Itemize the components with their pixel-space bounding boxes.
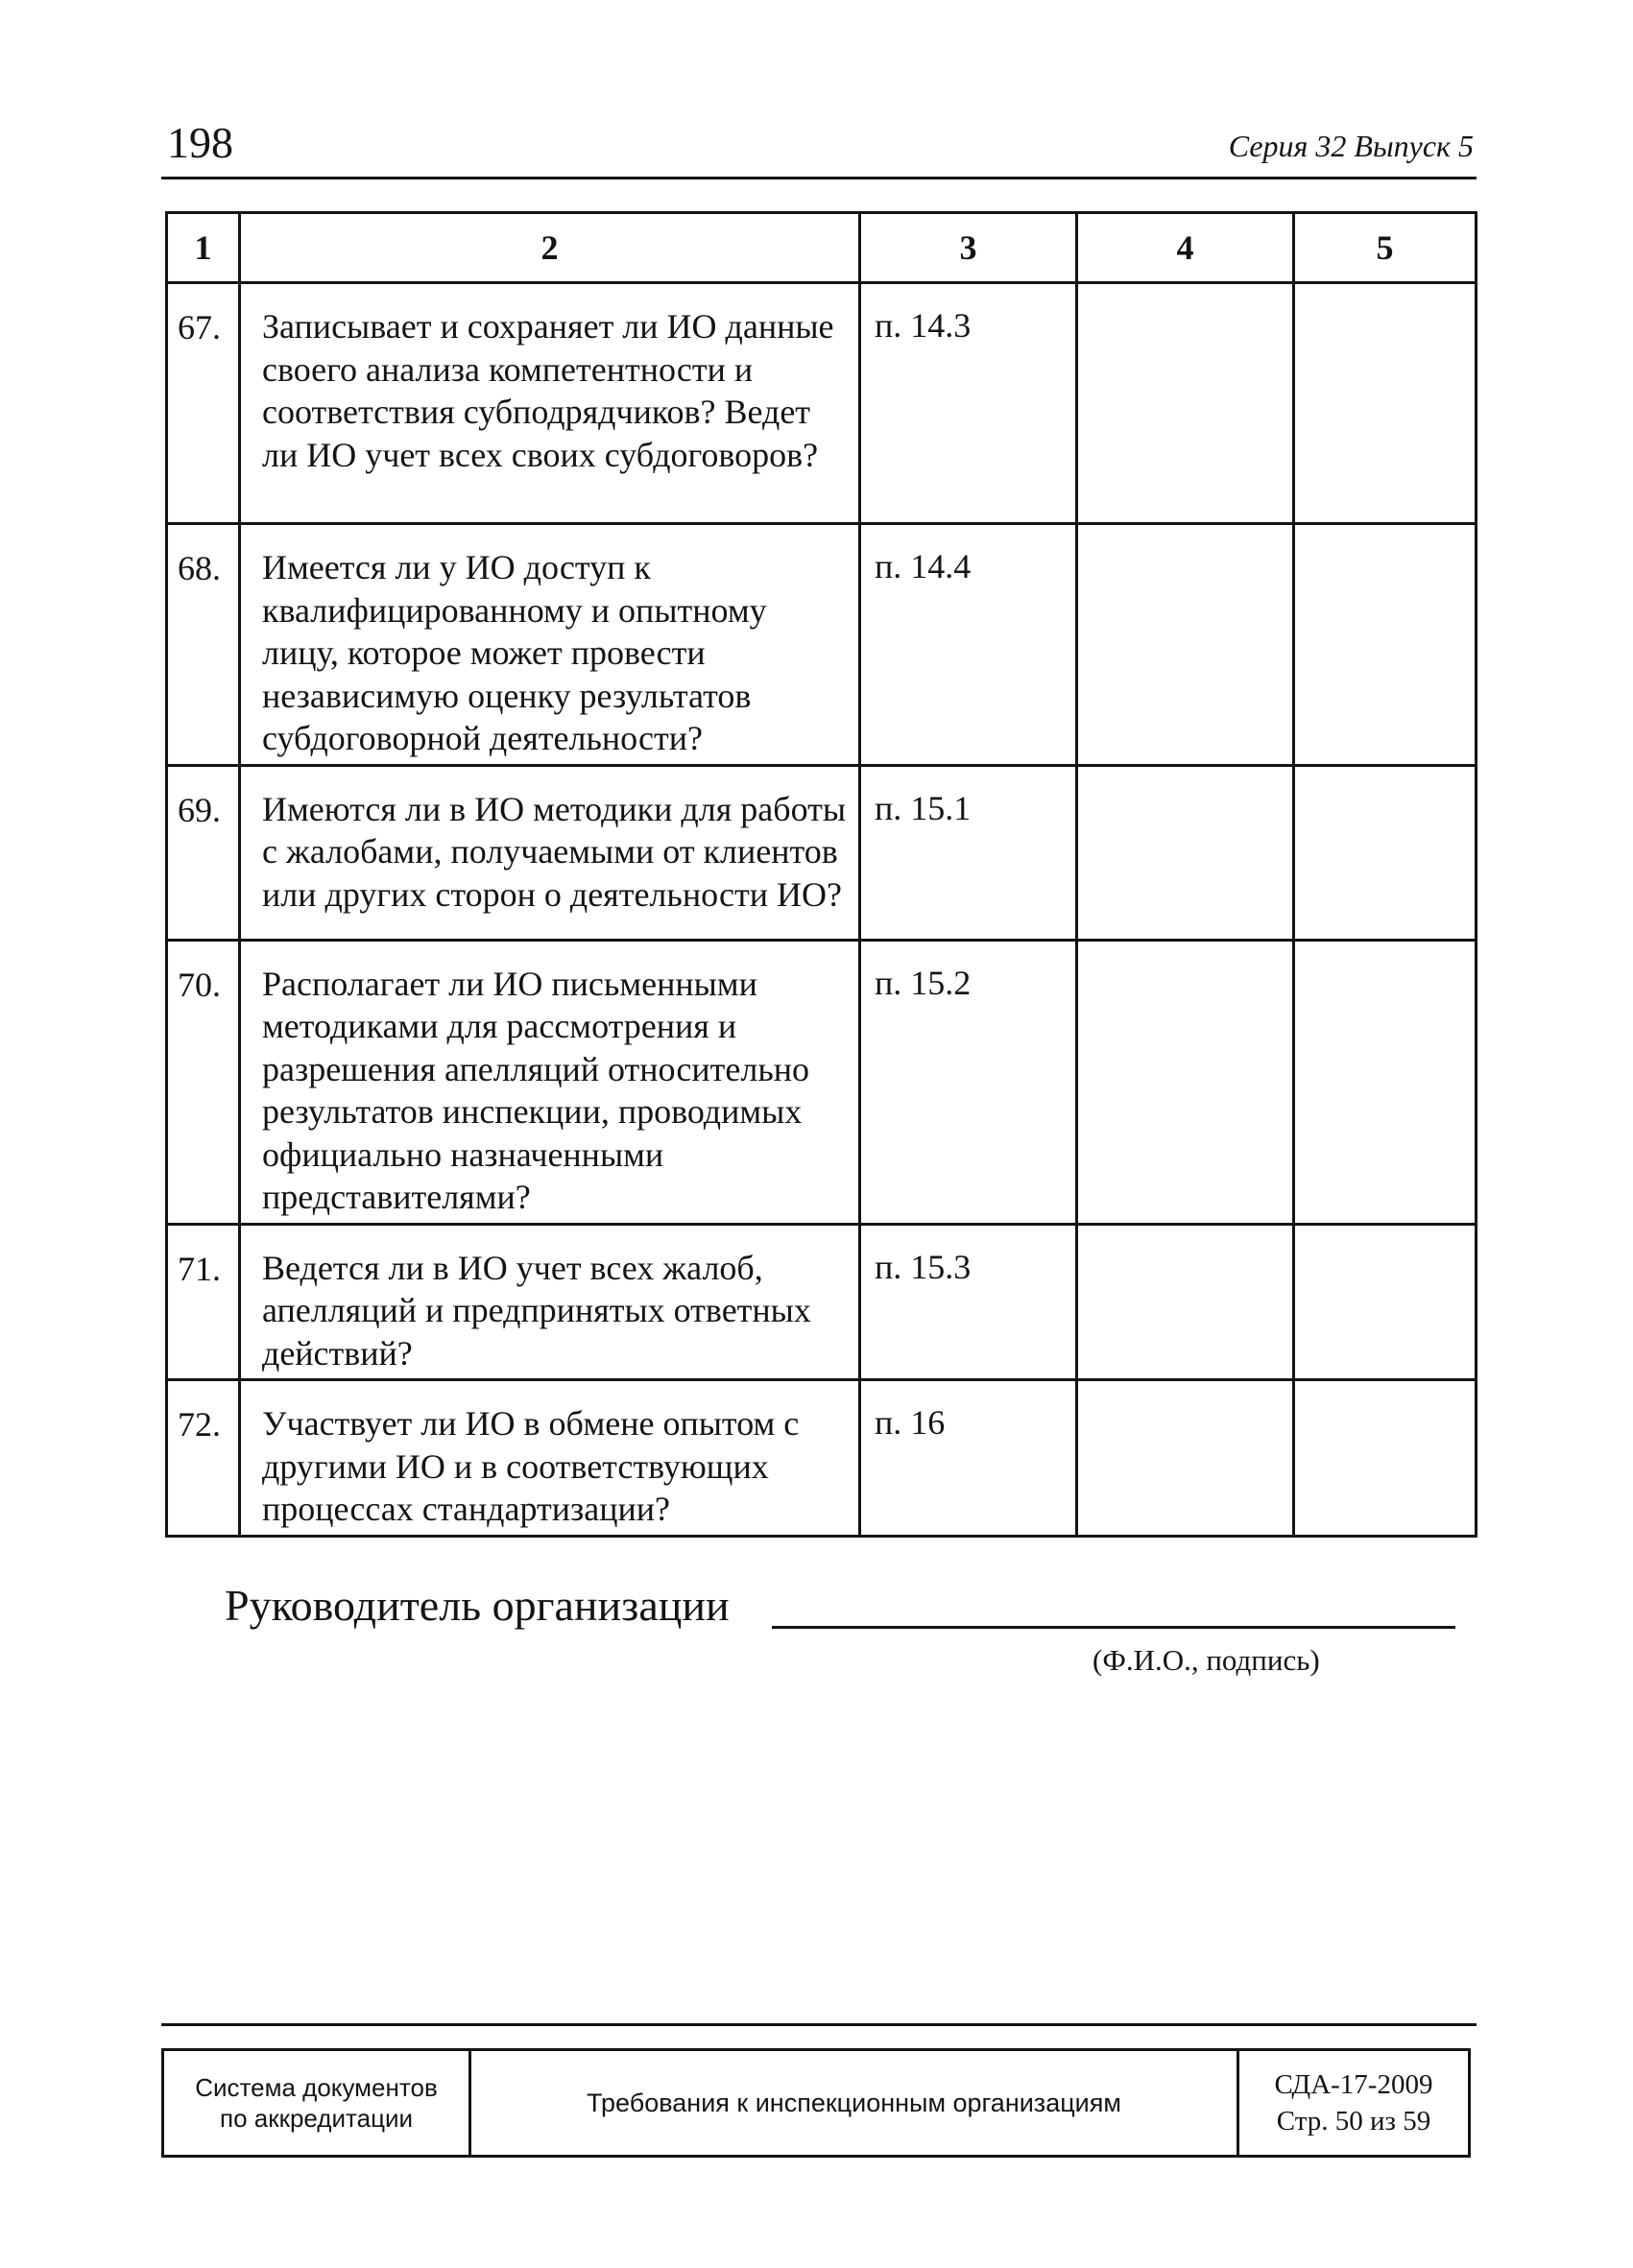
row-reference: п. 15.2 — [860, 940, 1077, 1224]
footer-divider — [161, 2023, 1477, 2026]
table-row — [167, 765, 1477, 940]
footer-doc-id — [1239, 2051, 1468, 2155]
row-reference: п. 14.4 — [860, 524, 1077, 766]
row-reference: п. 15.1 — [860, 765, 1077, 940]
row-cell-4 — [1077, 1224, 1294, 1380]
footer — [161, 2048, 1471, 2158]
footer-system — [164, 2051, 471, 2155]
row-cell-5 — [1294, 1224, 1477, 1380]
signature-caption: (Ф.И.О., подпись) — [1093, 1643, 1320, 1677]
row-question: Записывает и сохраняет ли ИО данные своего анализа компетентности и соответствия субподрядчиков? Ведет ли ИО учет всех своих субдоговоров? — [240, 283, 860, 524]
row-number: 69. — [167, 765, 240, 940]
signature-line — [772, 1626, 1455, 1629]
row-cell-5 — [1294, 283, 1477, 524]
row-cell-4 — [1077, 940, 1294, 1224]
row-number: 68. — [167, 524, 240, 766]
row-question: Располагает ли ИО письменными методиками для рассмотрения и разрешения апелляций относительно результатов инспекции, проводимых официально назначенными представителями? — [240, 940, 860, 1224]
series-title: Серия 32 Выпуск 5 — [1228, 129, 1474, 163]
row-cell-4 — [1077, 765, 1294, 940]
footer-system-line2: по аккредитации — [219, 2104, 414, 2133]
footer-system-line1: Система документов — [195, 2073, 438, 2102]
row-cell-5 — [1294, 1380, 1477, 1537]
row-cell-4 — [1077, 283, 1294, 524]
row-cell-5 — [1294, 524, 1477, 766]
footer-doc-code: СДА-17-2009 — [1274, 2069, 1433, 2100]
row-cell-4 — [1077, 1380, 1294, 1537]
signature-label: Руководитель организации — [225, 1581, 730, 1630]
column-header-1: 1 — [167, 213, 240, 283]
row-number: 71. — [167, 1224, 240, 1380]
row-question: Имеются ли в ИО методики для работы с жалобами, получаемыми от клиентов или других сторон о деятельности ИО? — [240, 765, 860, 940]
row-question: Ведется ли в ИО учет всех жалоб, апелляций и предпринятых ответных действий? — [240, 1224, 860, 1380]
row-question: Имеется ли у ИО доступ к квалифицированному и опытному лицу, которое может провести независимую оценку результатов субдоговорной деятельности? — [240, 524, 860, 766]
table-row — [167, 283, 1477, 524]
row-number: 70. — [167, 940, 240, 1224]
row-reference: п. 14.3 — [860, 283, 1077, 524]
checklist-table — [165, 211, 1477, 1538]
row-question: Участвует ли ИО в обмене опытом с другими ИО и в соответствующих процессах стандартизации? — [240, 1380, 860, 1537]
column-header-5: 5 — [1294, 213, 1477, 283]
column-header-2: 2 — [240, 213, 860, 283]
footer-document-title: Требования к инспекционным организациям — [471, 2051, 1239, 2155]
header-divider — [161, 177, 1477, 179]
row-number: 67. — [167, 283, 240, 524]
column-header-3: 3 — [860, 213, 1077, 283]
table-row — [167, 1224, 1477, 1380]
page-number: 198 — [167, 118, 233, 167]
table-row — [167, 940, 1477, 1224]
footer-page-count: Стр. 50 из 59 — [1276, 2106, 1431, 2137]
row-number: 72. — [167, 1380, 240, 1537]
row-cell-5 — [1294, 765, 1477, 940]
table-row — [167, 1380, 1477, 1537]
row-cell-4 — [1077, 524, 1294, 766]
table-header-row — [167, 213, 1477, 283]
table-row — [167, 524, 1477, 766]
column-header-4: 4 — [1077, 213, 1294, 283]
row-reference: п. 16 — [860, 1380, 1077, 1537]
row-reference: п. 15.3 — [860, 1224, 1077, 1380]
row-cell-5 — [1294, 940, 1477, 1224]
